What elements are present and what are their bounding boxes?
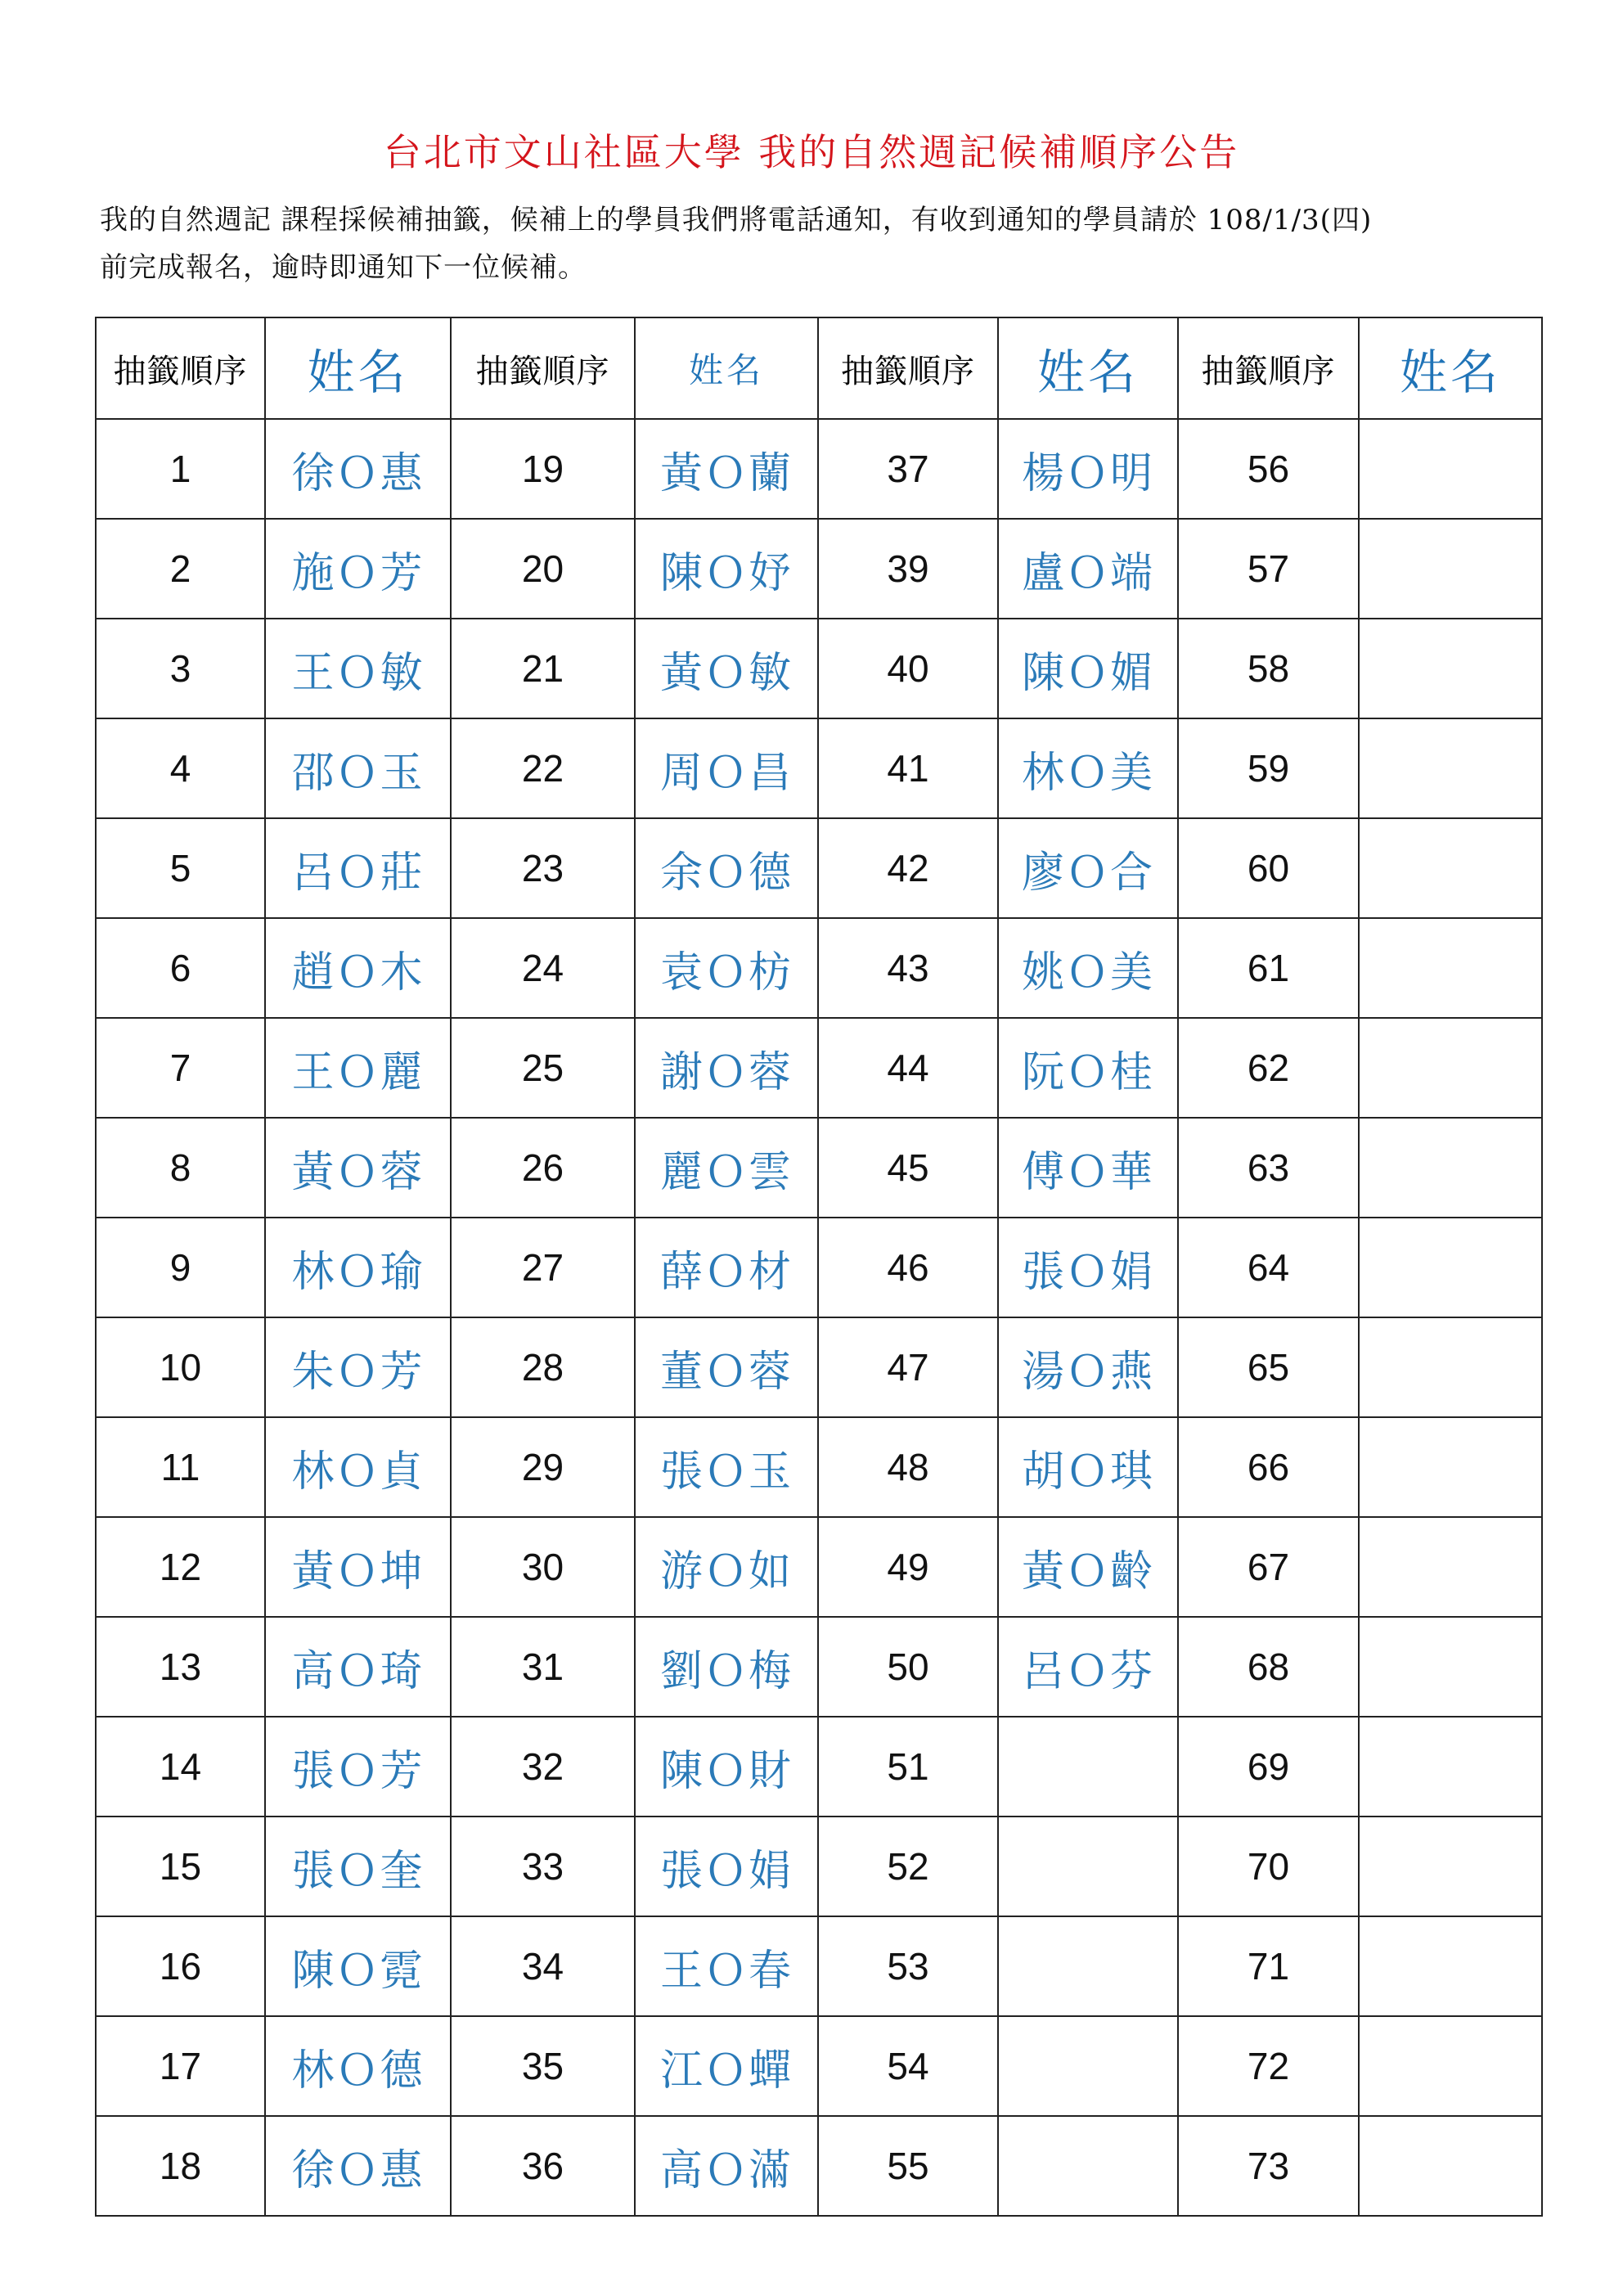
draw-order-cell: 15	[96, 1817, 265, 1916]
draw-order-cell: 69	[1178, 1717, 1359, 1817]
student-name-cell: 朱Ｏ芳	[265, 1317, 451, 1417]
draw-order-cell: 53	[818, 1916, 998, 2016]
student-name-cell: 林Ｏ德	[265, 2016, 451, 2116]
intro-line-1: 我的自然週記 課程採候補抽籤，候補上的學員我們將電話通知，有收到通知的學員請於 108/1/3(四)	[100, 204, 1373, 236]
student-name-cell	[1359, 519, 1542, 619]
draw-order-cell: 35	[451, 2016, 635, 2116]
header-name: 姓名	[635, 317, 818, 419]
intro-line-2: 前完成報名，逾時即通知下一位候補。	[100, 251, 587, 284]
draw-order-cell: 51	[818, 1717, 998, 1817]
student-name-cell: 阮Ｏ桂	[998, 1018, 1178, 1118]
intro-text	[100, 196, 1540, 291]
draw-order-cell: 18	[96, 2116, 265, 2216]
draw-order-cell: 58	[1178, 619, 1359, 718]
student-name-cell: 廖Ｏ合	[998, 818, 1178, 918]
student-name-cell: 施Ｏ芳	[265, 519, 451, 619]
draw-order-cell: 16	[96, 1916, 265, 2016]
draw-order-cell: 23	[451, 818, 635, 918]
table-row	[96, 1517, 1542, 1617]
draw-order-cell: 11	[96, 1417, 265, 1517]
draw-order-cell: 19	[451, 419, 635, 519]
draw-order-cell: 3	[96, 619, 265, 718]
student-name-cell: 黃Ｏ敏	[635, 619, 818, 718]
draw-order-cell: 30	[451, 1517, 635, 1617]
draw-order-cell: 25	[451, 1018, 635, 1118]
student-name-cell: 王Ｏ麗	[265, 1018, 451, 1118]
draw-order-cell: 73	[1178, 2116, 1359, 2216]
student-name-cell: 林Ｏ瑜	[265, 1218, 451, 1317]
draw-order-cell: 26	[451, 1118, 635, 1218]
draw-order-cell: 31	[451, 1617, 635, 1717]
student-name-cell: 徐Ｏ惠	[265, 2116, 451, 2216]
student-name-cell	[1359, 619, 1542, 718]
student-name-cell	[1359, 1916, 1542, 2016]
draw-order-cell: 32	[451, 1717, 635, 1817]
draw-order-cell: 13	[96, 1617, 265, 1717]
draw-order-cell: 63	[1178, 1118, 1359, 1218]
draw-order-cell: 71	[1178, 1916, 1359, 2016]
student-name-cell: 陳Ｏ霓	[265, 1916, 451, 2016]
student-name-cell: 盧Ｏ端	[998, 519, 1178, 619]
draw-order-cell: 70	[1178, 1817, 1359, 1916]
draw-order-cell: 55	[818, 2116, 998, 2216]
draw-order-cell: 14	[96, 1717, 265, 1817]
student-name-cell	[1359, 818, 1542, 918]
draw-order-cell: 22	[451, 718, 635, 818]
student-name-cell: 高Ｏ滿	[635, 2116, 818, 2216]
table-row	[96, 1317, 1542, 1417]
table-row	[96, 718, 1542, 818]
table-row	[96, 419, 1542, 519]
student-name-cell	[1359, 1617, 1542, 1717]
student-name-cell	[1359, 1118, 1542, 1218]
student-name-cell: 周Ｏ昌	[635, 718, 818, 818]
student-name-cell	[998, 1817, 1178, 1916]
draw-order-cell: 5	[96, 818, 265, 918]
table-row	[96, 1717, 1542, 1817]
header-name: 姓名	[1359, 317, 1542, 419]
draw-order-cell: 24	[451, 918, 635, 1018]
draw-order-cell: 47	[818, 1317, 998, 1417]
student-name-cell: 張Ｏ娟	[998, 1218, 1178, 1317]
draw-order-cell: 43	[818, 918, 998, 1018]
student-name-cell	[998, 2116, 1178, 2216]
student-name-cell: 王Ｏ春	[635, 1916, 818, 2016]
header-draw-order: 抽籤順序	[96, 317, 265, 419]
draw-order-cell: 68	[1178, 1617, 1359, 1717]
table-header-row	[96, 317, 1542, 419]
header-name: 姓名	[998, 317, 1178, 419]
draw-order-cell: 48	[818, 1417, 998, 1517]
header-draw-order: 抽籤順序	[1178, 317, 1359, 419]
student-name-cell	[1359, 1218, 1542, 1317]
student-name-cell: 趙Ｏ木	[265, 918, 451, 1018]
student-name-cell	[1359, 2016, 1542, 2116]
student-name-cell	[998, 1717, 1178, 1817]
student-name-cell	[1359, 918, 1542, 1018]
draw-order-cell: 67	[1178, 1517, 1359, 1617]
draw-order-cell: 40	[818, 619, 998, 718]
student-name-cell: 呂Ｏ芬	[998, 1617, 1178, 1717]
draw-order-cell: 46	[818, 1218, 998, 1317]
draw-order-cell: 33	[451, 1817, 635, 1916]
student-name-cell: 高Ｏ琦	[265, 1617, 451, 1717]
draw-order-cell: 60	[1178, 818, 1359, 918]
student-name-cell: 湯Ｏ燕	[998, 1317, 1178, 1417]
student-name-cell	[1359, 1817, 1542, 1916]
table-row	[96, 918, 1542, 1018]
draw-order-cell: 65	[1178, 1317, 1359, 1417]
draw-order-cell: 50	[818, 1617, 998, 1717]
table-row	[96, 1916, 1542, 2016]
draw-order-cell: 45	[818, 1118, 998, 1218]
draw-order-cell: 8	[96, 1118, 265, 1218]
table-row	[96, 519, 1542, 619]
student-name-cell: 張Ｏ芳	[265, 1717, 451, 1817]
student-name-cell: 游Ｏ如	[635, 1517, 818, 1617]
student-name-cell	[1359, 419, 1542, 519]
table-row	[96, 1218, 1542, 1317]
student-name-cell: 陳Ｏ財	[635, 1717, 818, 1817]
draw-order-cell: 52	[818, 1817, 998, 1916]
table-row	[96, 1417, 1542, 1517]
table-row	[96, 1018, 1542, 1118]
draw-order-cell: 2	[96, 519, 265, 619]
student-name-cell	[1359, 2116, 1542, 2216]
student-name-cell: 余Ｏ德	[635, 818, 818, 918]
student-name-cell: 董Ｏ蓉	[635, 1317, 818, 1417]
student-name-cell	[1359, 1317, 1542, 1417]
student-name-cell: 張Ｏ娟	[635, 1817, 818, 1916]
draw-order-cell: 28	[451, 1317, 635, 1417]
student-name-cell: 袁Ｏ枋	[635, 918, 818, 1018]
table-row	[96, 1617, 1542, 1717]
student-name-cell: 楊Ｏ明	[998, 419, 1178, 519]
student-name-cell: 黃Ｏ蓉	[265, 1118, 451, 1218]
student-name-cell: 劉Ｏ梅	[635, 1617, 818, 1717]
waitlist-table	[95, 317, 1543, 2217]
student-name-cell: 傅Ｏ華	[998, 1118, 1178, 1218]
student-name-cell: 張Ｏ奎	[265, 1817, 451, 1916]
draw-order-cell: 61	[1178, 918, 1359, 1018]
draw-order-cell: 10	[96, 1317, 265, 1417]
student-name-cell: 林Ｏ美	[998, 718, 1178, 818]
draw-order-cell: 59	[1178, 718, 1359, 818]
draw-order-cell: 66	[1178, 1417, 1359, 1517]
draw-order-cell: 39	[818, 519, 998, 619]
student-name-cell	[1359, 718, 1542, 818]
student-name-cell	[1359, 1018, 1542, 1118]
student-name-cell: 陳Ｏ妤	[635, 519, 818, 619]
student-name-cell: 邵Ｏ玉	[265, 718, 451, 818]
student-name-cell	[1359, 1417, 1542, 1517]
draw-order-cell: 56	[1178, 419, 1359, 519]
draw-order-cell: 34	[451, 1916, 635, 2016]
draw-order-cell: 41	[818, 718, 998, 818]
student-name-cell: 王Ｏ敏	[265, 619, 451, 718]
draw-order-cell: 6	[96, 918, 265, 1018]
student-name-cell: 黃Ｏ蘭	[635, 419, 818, 519]
draw-order-cell: 36	[451, 2116, 635, 2216]
draw-order-cell: 44	[818, 1018, 998, 1118]
draw-order-cell: 42	[818, 818, 998, 918]
draw-order-cell: 72	[1178, 2016, 1359, 2116]
draw-order-cell: 64	[1178, 1218, 1359, 1317]
student-name-cell: 陳Ｏ媚	[998, 619, 1178, 718]
table-row	[96, 818, 1542, 918]
header-draw-order: 抽籤順序	[451, 317, 635, 419]
draw-order-cell: 1	[96, 419, 265, 519]
draw-order-cell: 57	[1178, 519, 1359, 619]
student-name-cell	[1359, 1717, 1542, 1817]
header-draw-order: 抽籤順序	[818, 317, 998, 419]
student-name-cell: 張Ｏ玉	[635, 1417, 818, 1517]
student-name-cell: 麗Ｏ雲	[635, 1118, 818, 1218]
draw-order-cell: 12	[96, 1517, 265, 1617]
student-name-cell: 薛Ｏ材	[635, 1218, 818, 1317]
table-row	[96, 1817, 1542, 1916]
student-name-cell: 呂Ｏ莊	[265, 818, 451, 918]
table-row	[96, 1118, 1542, 1218]
student-name-cell	[998, 2016, 1178, 2116]
student-name-cell: 胡Ｏ琪	[998, 1417, 1178, 1517]
draw-order-cell: 27	[451, 1218, 635, 1317]
draw-order-cell: 62	[1178, 1018, 1359, 1118]
draw-order-cell: 37	[818, 419, 998, 519]
page-title: 台北市文山社區大學 我的自然週記候補順序公告	[383, 130, 1240, 174]
student-name-cell: 謝Ｏ蓉	[635, 1018, 818, 1118]
student-name-cell: 徐Ｏ惠	[265, 419, 451, 519]
student-name-cell: 黃Ｏ齡	[998, 1517, 1178, 1617]
draw-order-cell: 49	[818, 1517, 998, 1617]
draw-order-cell: 9	[96, 1218, 265, 1317]
table-row	[96, 2016, 1542, 2116]
student-name-cell	[1359, 1517, 1542, 1617]
draw-order-cell: 17	[96, 2016, 265, 2116]
draw-order-cell: 21	[451, 619, 635, 718]
student-name-cell	[998, 1916, 1178, 2016]
table-row	[96, 2116, 1542, 2216]
header-name: 姓名	[265, 317, 451, 419]
table-row	[96, 619, 1542, 718]
draw-order-cell: 4	[96, 718, 265, 818]
student-name-cell: 黃Ｏ坤	[265, 1517, 451, 1617]
student-name-cell: 江Ｏ蟬	[635, 2016, 818, 2116]
student-name-cell: 姚Ｏ美	[998, 918, 1178, 1018]
draw-order-cell: 29	[451, 1417, 635, 1517]
student-name-cell: 林Ｏ貞	[265, 1417, 451, 1517]
draw-order-cell: 20	[451, 519, 635, 619]
draw-order-cell: 7	[96, 1018, 265, 1118]
draw-order-cell: 54	[818, 2016, 998, 2116]
